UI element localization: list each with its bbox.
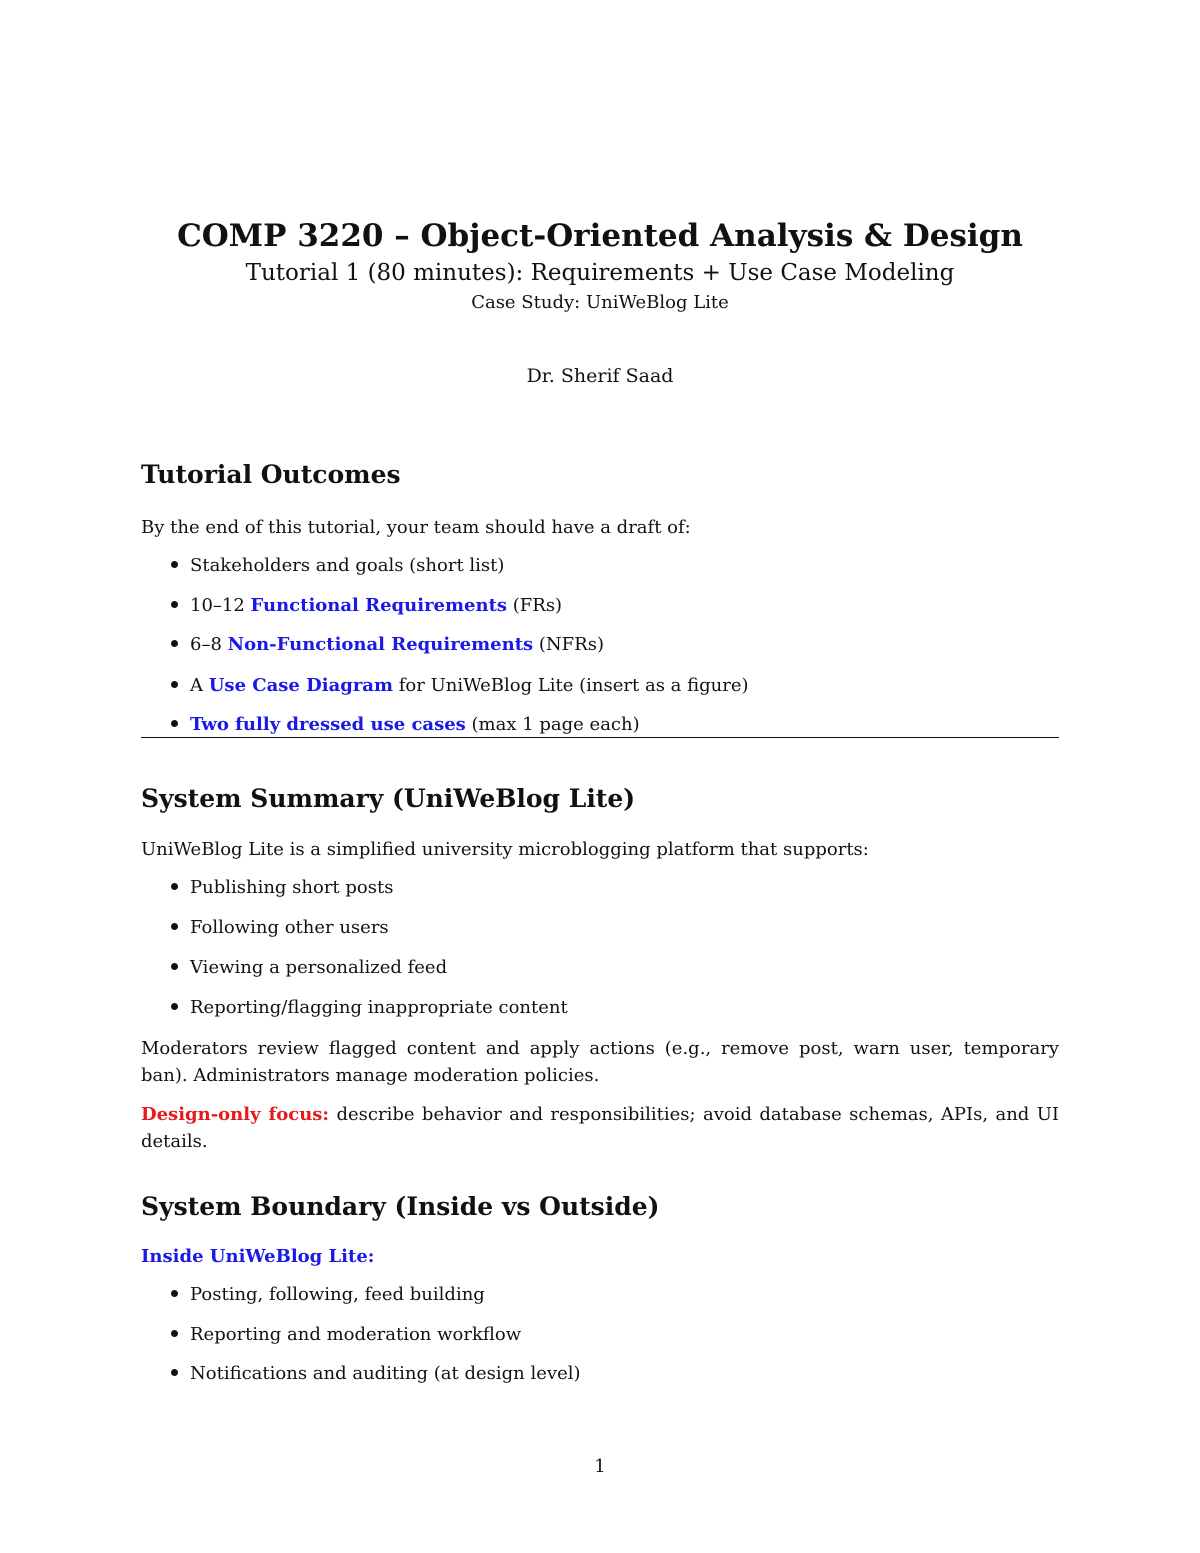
summary-intro: UniWeBlog Lite is a simplified university microblogging platform that supports: <box>141 839 869 860</box>
bullet-icon <box>171 720 178 727</box>
boundary-heading: System Boundary (Inside vs Outside) <box>141 1192 660 1221</box>
list-item: A Use Case Diagram for UniWeBlog Lite (insert as a figure) <box>171 675 749 696</box>
list-item: Reporting and moderation workflow <box>171 1324 521 1345</box>
outcomes-intro: By the end of this tutorial, your team should have a draft of: <box>141 517 691 538</box>
use-case-diagram-link[interactable]: Use Case Diagram <box>208 675 394 696</box>
list-item: Stakeholders and goals (short list) <box>171 555 504 576</box>
design-focus-paragraph: Design-only focus: describe behavior and responsibilities; avoid database schemas, APIs, and UI details. <box>141 1104 1059 1152</box>
bullet-icon <box>171 1330 178 1337</box>
list-item: 10–12 Functional Requirements (FRs) <box>171 595 562 616</box>
bullet-icon <box>171 640 178 647</box>
inside-label: Inside UniWeBlog Lite: <box>141 1246 375 1267</box>
list-item: 6–8 Non-Functional Requirements (NFRs) <box>171 634 604 655</box>
outcomes-heading: Tutorial Outcomes <box>141 460 401 489</box>
list-item: Following other users <box>171 917 389 938</box>
page-subtitle: Tutorial 1 (80 minutes): Requirements + Use Case Modeling <box>245 260 955 286</box>
bullet-icon <box>171 601 178 608</box>
bullet-icon <box>171 1369 178 1376</box>
author-name: Dr. Sherif Saad <box>526 365 674 387</box>
list-item: Reporting/flagging inappropriate content <box>171 997 568 1018</box>
bullet-icon <box>171 561 178 568</box>
bullet-icon <box>171 883 178 890</box>
bullet-icon <box>171 923 178 930</box>
bullet-icon <box>171 1290 178 1297</box>
list-item: Notifications and auditing (at design level) <box>171 1363 581 1384</box>
summary-heading: System Summary (UniWeBlog Lite) <box>141 784 636 813</box>
bullet-icon <box>171 1003 178 1010</box>
case-study-line: Case Study: UniWeBlog Lite <box>471 292 729 313</box>
list-item: Two fully dressed use cases (max 1 page each) <box>171 714 640 735</box>
horizontal-divider <box>141 737 1059 738</box>
list-item: Publishing short posts <box>171 877 393 898</box>
moderators-paragraph: Moderators review flagged content and apply actions (e.g., remove post, warn user, temporary ban). Administrators manage moderation policies. <box>141 1038 1059 1086</box>
non-functional-requirements-link[interactable]: Non-Functional Requirements <box>227 634 534 655</box>
list-item: Posting, following, feed building <box>171 1284 485 1305</box>
page-title: COMP 3220 – Object-Oriented Analysis & Design <box>177 218 1023 254</box>
page-number: 1 <box>594 1456 606 1477</box>
bullet-icon <box>171 681 178 688</box>
dressed-use-cases-link[interactable]: Two fully dressed use cases <box>190 714 466 735</box>
functional-requirements-link[interactable]: Functional Requirements <box>250 595 508 616</box>
design-focus-label: Design-only focus: <box>141 1104 330 1125</box>
bullet-icon <box>171 963 178 970</box>
list-item: Viewing a personalized feed <box>171 957 447 978</box>
